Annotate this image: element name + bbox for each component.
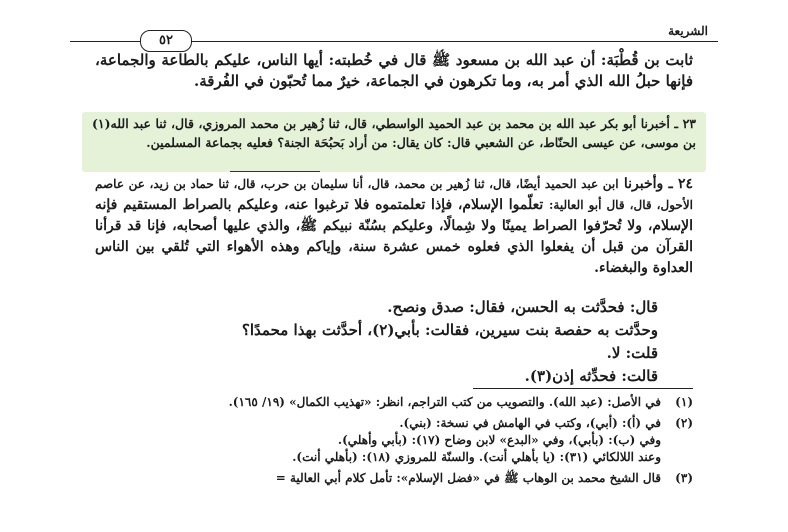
footnote xyxy=(90,415,693,466)
running-title: الشريعة xyxy=(668,24,708,38)
footnote-number: (١) xyxy=(675,395,693,409)
hadith-24-lead: ٢٤ ـ وأخبرنا xyxy=(623,176,694,192)
hadith-24 xyxy=(95,174,693,279)
footnote-number: (٢) xyxy=(675,416,693,430)
header-rule-left xyxy=(70,41,140,42)
footnote-line: في (أ): (أبي)، وكتب في الهامش في نسخة: (بني). xyxy=(399,416,661,430)
hadith-24-chain: ابن عبد الحميد أيضًا، قال، ثنا زُهير بن محمد، قال، أنا سليمان بن حرب، قال، ثنا حماد بن زيد، عن عاصم الأحول، قال، قال أبو العالية: xyxy=(95,177,693,212)
footnotes xyxy=(90,394,693,491)
footnote-rule xyxy=(473,388,693,389)
footnote-line: قال الشيخ محمد بن الوهاب ﷺ في «فضل الإسلام»: تأمل كلام أبي العالية = xyxy=(275,471,661,485)
footnote xyxy=(90,394,693,411)
dialog-line: وحدَّثت به حفصة بنت سيرين، فقالت: بأبي(٢)، أحدَّثت بهذا محمدًا؟ xyxy=(241,321,658,339)
page-number: ٥٢ xyxy=(140,30,192,52)
footnote-number: (٣) xyxy=(675,471,693,485)
body-text xyxy=(95,50,693,92)
dialog xyxy=(95,296,658,388)
page-header xyxy=(70,24,718,52)
footnote-line: في الأصل: (عبد الله). والتصويب من كتب التراجم، انظر: «تهذيب الكمال» (١٩/ ١٦٥). xyxy=(228,395,661,409)
footnote-line: وعند اللالكائي (٣١): (يا بأهلي أنت). والسنّة للمروزي (١٨): (بأهلي أنت). xyxy=(292,450,661,464)
dialog-line: قلت: لا. xyxy=(606,344,658,362)
dialog-line: قالت: فحدِّثه إذن(٣). xyxy=(524,367,658,385)
dialog-line: قال: فحدَّثت به الحسن، فقال: صدق ونصح. xyxy=(387,298,658,316)
footnote xyxy=(90,470,693,487)
hadith-23: ٢٣ ـ أخبرنا أبو بكر عبد الله بن محمد بن عبد الحميد الواسطي، قال، ثنا زُهير بن محمد المروزي، قال، ثنا عبد الله(١) بن موسى، عن عيسى الحنّاط، عن الشعبي قال: كان يقال: من أراد بَحبُحَة الجنة؟ فعليه بجماعة المسلمين. xyxy=(92,116,696,150)
hadith-24-text: تعلّموا الإسلام، فإذا تعلمتموه فلا ترغبوا عنه، وعليكم بالصراط المستقيم فإنه الإسلام، ولا تُحرّفوا الصراط يمينًا ولا شِمالًا، وعليكم بسُنّة نبيكم ﷺ، والذي عليها أصحابه، فإنا قد قرأنا القرآن من قبل أن يفعلوا الذي فعلوه خمس عشرة سنة، وإياكم وهذه الأهواء التي تُلقي بين الناس العداوة والبغضاء. xyxy=(95,197,693,276)
footnote-line: وفي (ب): (بأبي)، وفي «البدع» لابن وضاح (١٧): (بأبي وأهلي). xyxy=(337,433,661,447)
header-rule xyxy=(190,41,718,42)
paragraph: ثابت بن قُطْبَة: أن عبد الله بن مسعود ﷺ قال في خُطبته: أيها الناس، عليكم بالطاعة والجماعة، فإنها حبلُ الله الذي أمر به، وما تكرهون في الجماعة، خيرٌ مما تُحبّون في الفُرقة. xyxy=(95,51,693,90)
underline-annotation xyxy=(230,171,320,172)
